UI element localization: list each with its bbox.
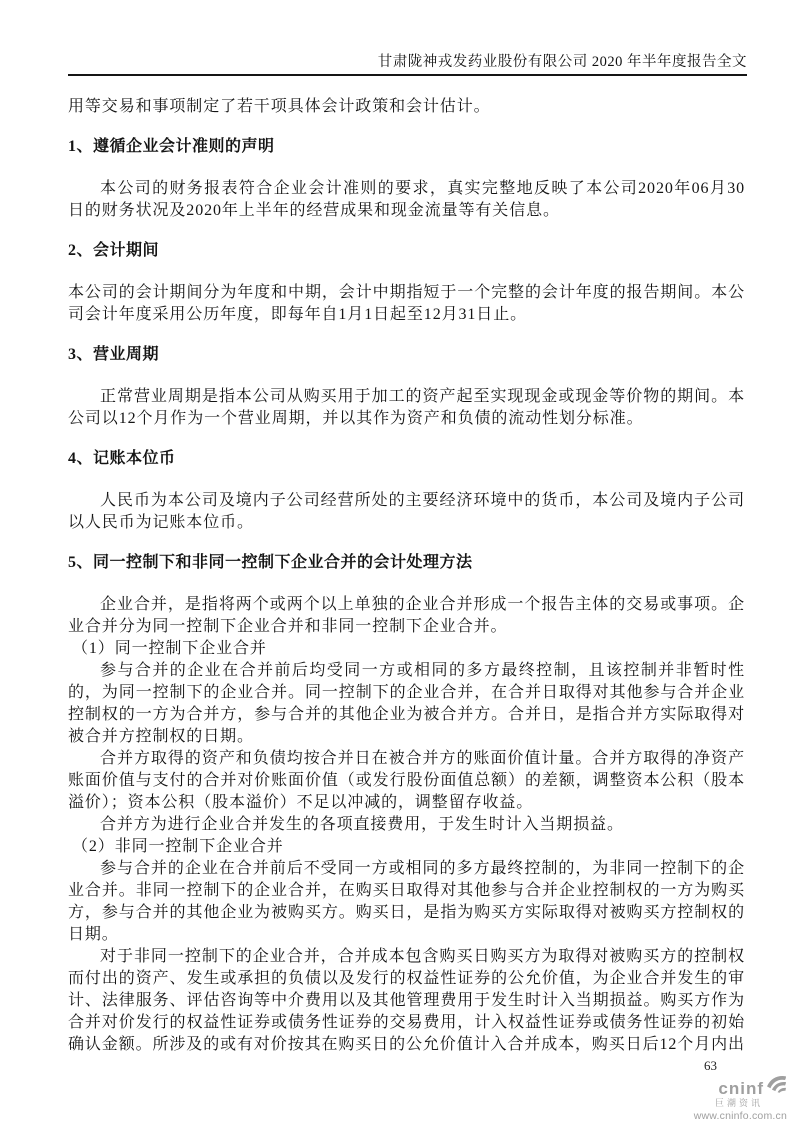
paragraph: 参与合并的企业在合并前后不受同一方或相同的多方最终控制的，为非同一控制下的企业合并。非同一控制下的企业合并，在购买日取得对其他参与合并企业控制权的一方为购买方，参与合并的其他企业为被购买方。购买日，是指为购买方实际取得对被购买方控制权的日期。 bbox=[68, 860, 745, 943]
cninfo-url: www.cninfo.com.cn bbox=[693, 1110, 787, 1122]
paragraph: 企业合并，是指将两个或两个以上单独的企业合并形成一个报告主体的交易或事项。企业合并分为同一控制下企业合并和非同一控制下企业合并。 bbox=[68, 596, 745, 635]
paragraph: 本公司的会计期间分为年度和中期，会计中期指短于一个完整的会计年度的报告期间。本公司会计年度采用公历年度，即每年自1月1日起至12月31日止。 bbox=[68, 284, 745, 323]
list-label-1: （1）同一控制下企业合并 bbox=[72, 640, 267, 657]
document-body bbox=[68, 96, 745, 1056]
paragraph: 本公司的财务报表符合企业会计准则的要求，真实完整地反映了本公司2020年06月30日的财务状况及2020年上半年的经营成果和现金流量等有关信息。 bbox=[68, 180, 745, 219]
paragraph: 合并方为进行企业合并发生的各项直接费用，于发生时计入当期损益。 bbox=[100, 816, 624, 833]
paragraph: 用等交易和事项制定了若干项具体会计政策和会计估计。 bbox=[68, 98, 491, 115]
list-label-2: （2）非同一控制下企业合并 bbox=[72, 838, 284, 855]
report-header-title: 甘肃陇神戎发药业股份有限公司 2020 年半年度报告全文 bbox=[377, 54, 747, 70]
section-heading-1: 1、遵循企业会计准则的声明 bbox=[68, 138, 275, 155]
header-divider bbox=[68, 74, 747, 76]
page-header bbox=[68, 0, 747, 76]
section-heading-3: 3、营业周期 bbox=[68, 346, 160, 363]
page-number: 63 bbox=[704, 1058, 717, 1073]
cninfo-brand-chinese: 巨潮资讯 bbox=[714, 1098, 763, 1108]
paragraph: 人民币为本公司及境内子公司经营所处的主要经济环境中的货币，本公司及境内子公司以人民币为记账本位币。 bbox=[68, 492, 745, 531]
section-heading-4: 4、记账本位币 bbox=[68, 450, 176, 467]
paragraph: 合并方取得的资产和负债均按合并日在被合并方的账面价值计量。合并方取得的净资产账面价值与支付的合并对价账面价值（或发行股份面值总额）的差额，调整资本公积（股本溢价）；资本公积（股本溢价）不足以冲减的，调整留存收益。 bbox=[68, 750, 745, 811]
section-heading-5: 5、同一控制下和非同一控制下企业合并的会计处理方法 bbox=[68, 554, 473, 571]
cninfo-watermark bbox=[667, 1074, 787, 1122]
paragraph: 参与合并的企业在合并前后均受同一方或相同的多方最终控制，且该控制并非暂时性的，为同一控制下的企业合并。同一控制下的企业合并，在合并日取得对其他参与合并企业控制权的一方为合并方，参与合并的其他企业为被合并方。合并日，是指合并方实际取得对被合并方控制权的日期。 bbox=[68, 662, 745, 745]
paragraph: 正常营业周期是指本公司从购买用于加工的资产起至实现现金或现金等价物的期间。本公司以12个月作为一个营业周期，并以其作为资产和负债的流动性划分标准。 bbox=[68, 388, 745, 427]
paragraph: 对于非同一控制下的企业合并，合并成本包含购买日购买方为取得对被购买方的控制权而付出的资产、发生或承担的负债以及发行的权益性证券的公允价值，为企业合并发生的审计、法律服务、评估咨询等中介费用以及其他管理费用于发生时计入当期损益。购买方作为合并对价发行的权益性证券或债务性证券的交易费用，计入权益性证券或债务性证券的初始确认金额。所涉及的或有对价按其在购买日的公允价值计入合并成本，购买日后12个月内出 bbox=[68, 948, 745, 1053]
section-heading-2: 2、会计期间 bbox=[68, 242, 160, 259]
cninfo-swirl-icon bbox=[766, 1074, 787, 1097]
cninfo-brand-text: cninf bbox=[718, 1079, 764, 1098]
